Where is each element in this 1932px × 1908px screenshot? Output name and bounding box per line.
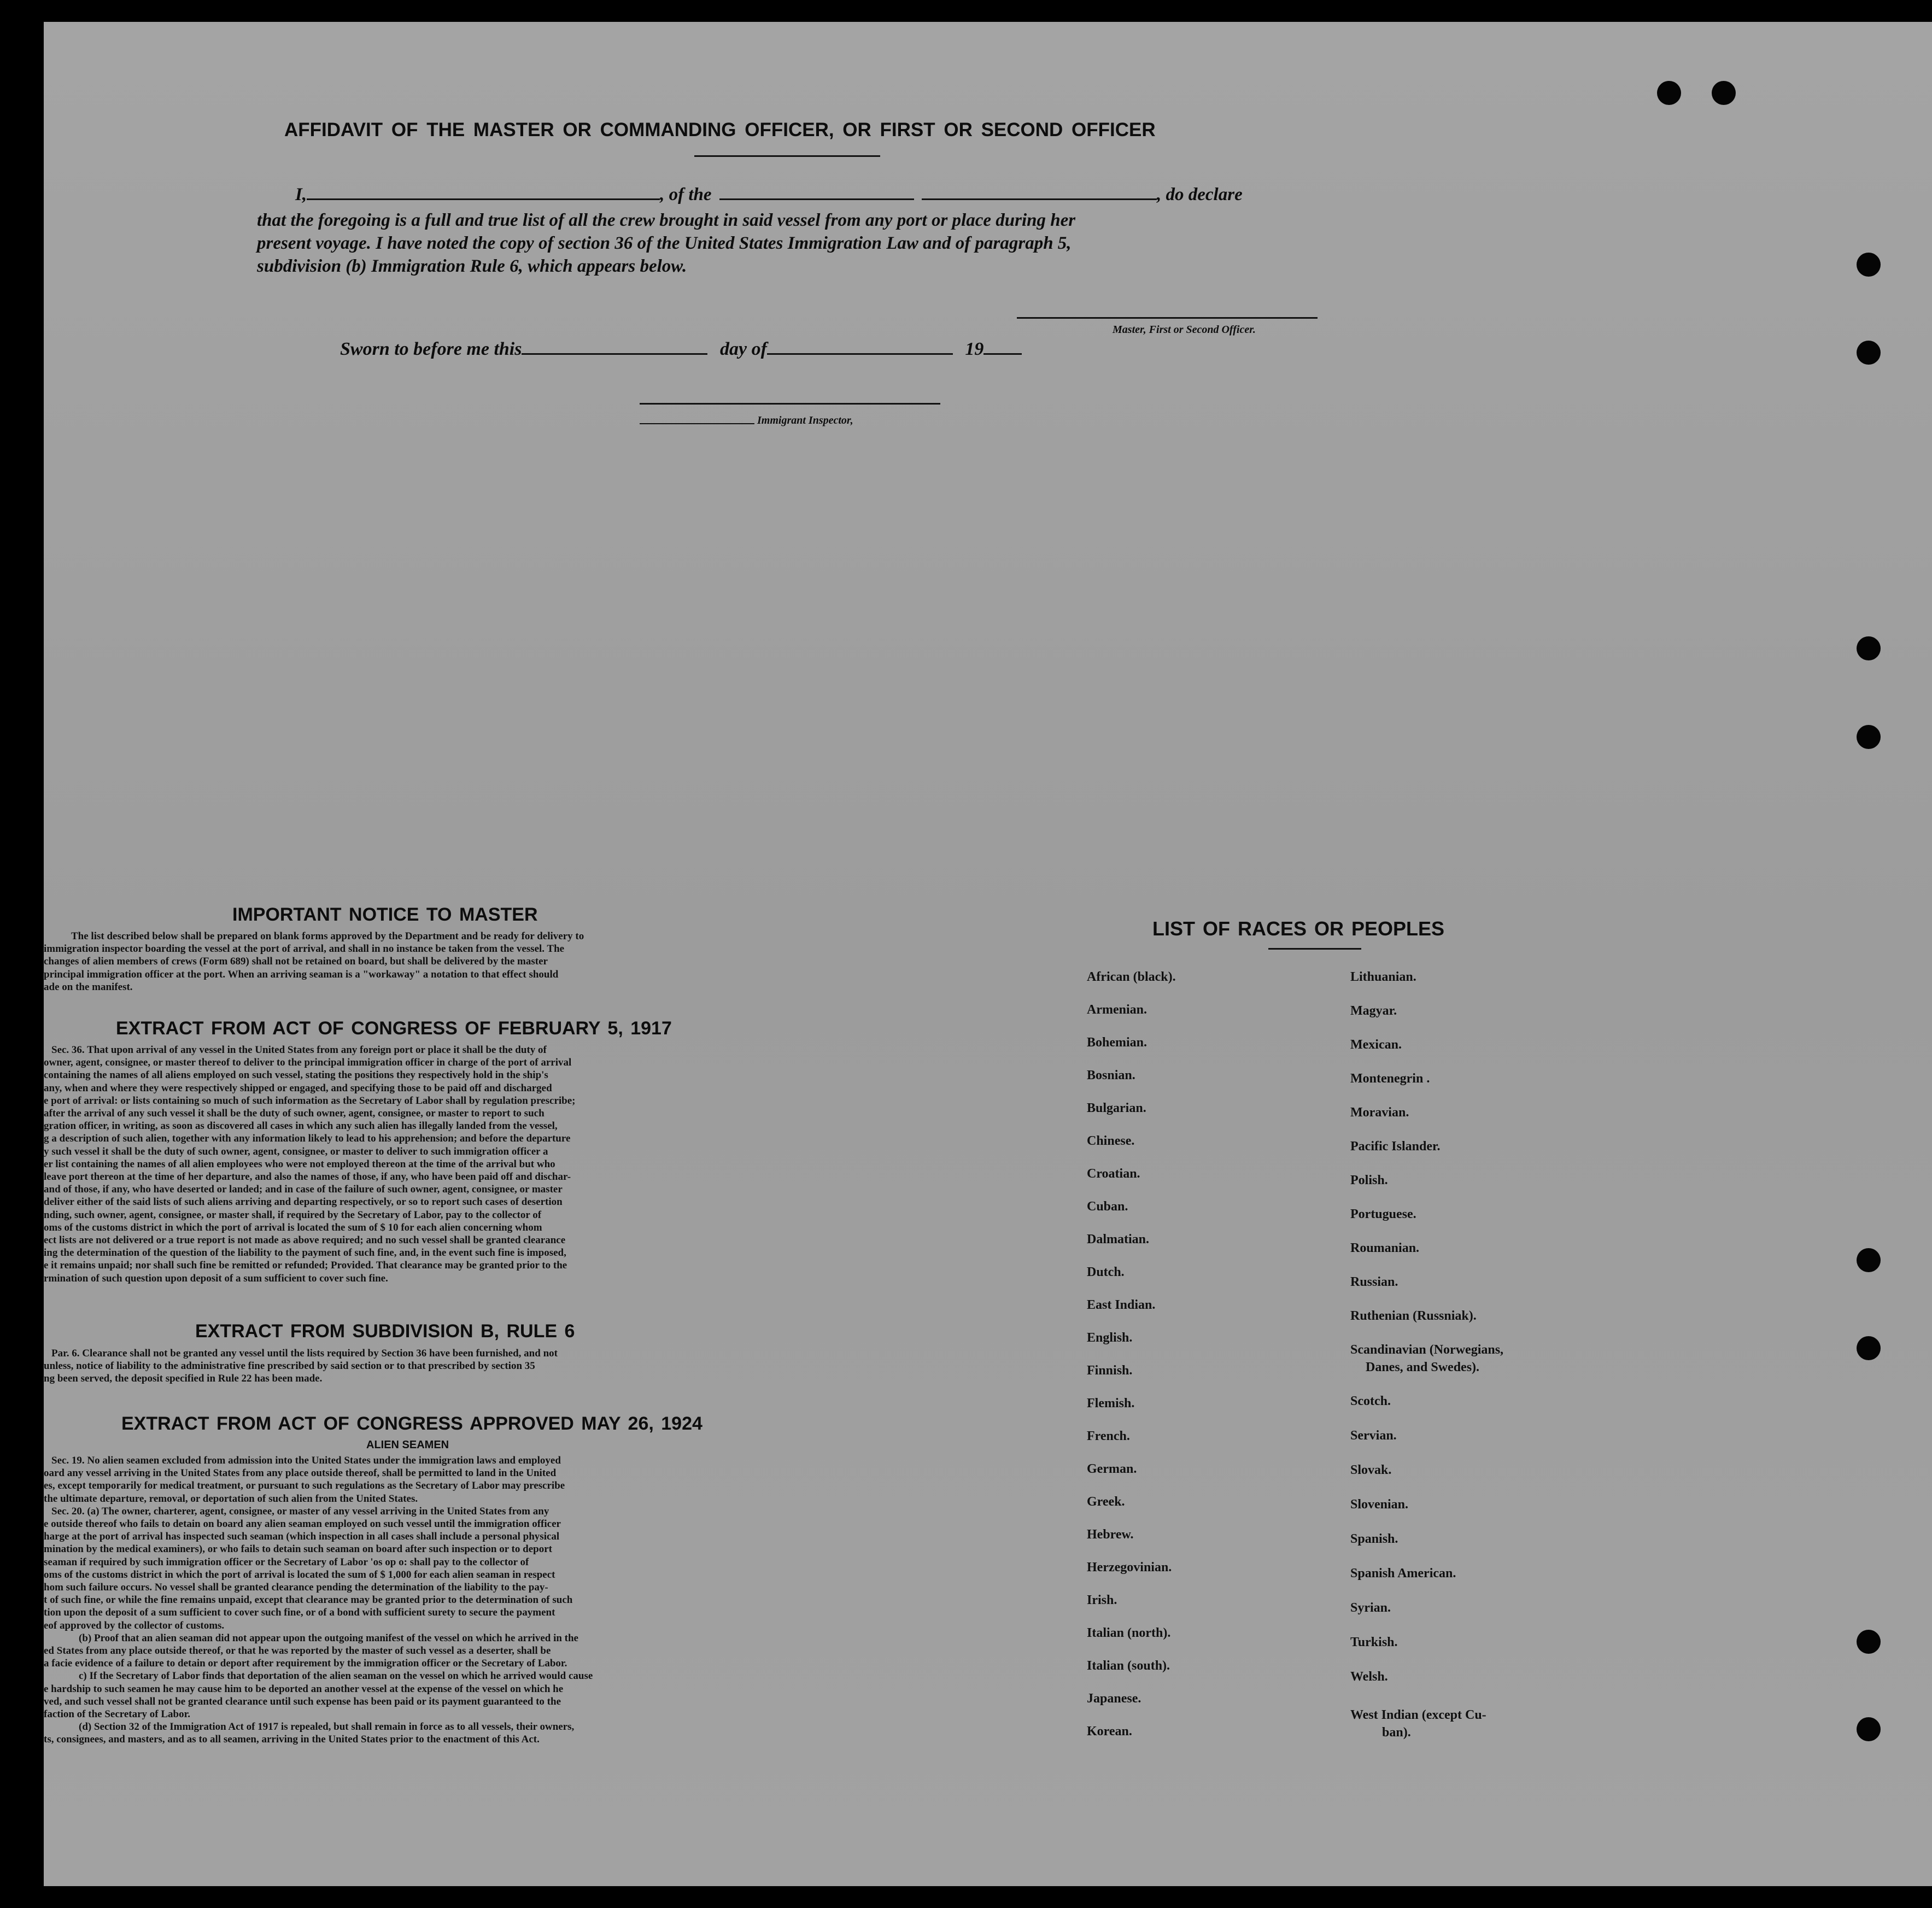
binder-hole xyxy=(1857,341,1881,365)
body-line: c) If the Secretary of Labor finds that deportation of the alien seaman on the vessel on which he arrived would cause xyxy=(79,1670,593,1682)
body-line: nding, such owner, agent, consignee, or master shall, if required by the Secretary of Labor, pay to the collector of xyxy=(44,1209,542,1221)
body-line: e it remains unpaid; nor shall such fine be remitted or refunded; Provided. That clearance may be granted prior to the xyxy=(44,1260,567,1272)
race-item: African (black). xyxy=(1087,970,1176,984)
race-item: Dalmatian. xyxy=(1087,1232,1149,1246)
sworn-line xyxy=(340,339,1022,360)
body-line: y such vessel it shall be the duty of such owner, agent, consignee, or master to deliver to such immigration officer a xyxy=(44,1145,548,1157)
race-item: Pacific Islander. xyxy=(1350,1139,1441,1154)
race-item: Lithuanian. xyxy=(1350,970,1416,984)
notice-line: principal immigration officer at the port. When an arriving seaman is a "workaway" a notation to that effect should xyxy=(44,968,559,980)
race-item: Montenegrin . xyxy=(1350,1072,1430,1086)
race-item: Bosnian. xyxy=(1087,1068,1135,1082)
declare-do-declare: , do declare xyxy=(1157,185,1243,204)
body-line: harge at the port of arrival has inspected such seaman (which inspection in all cases shall include a personal physical xyxy=(44,1531,560,1543)
binder-hole xyxy=(1857,253,1881,277)
rank-blank[interactable] xyxy=(719,198,914,200)
document-page xyxy=(44,22,1932,1886)
race-item: Italian (north). xyxy=(1087,1626,1171,1640)
body-line: (d) Section 32 of the Immigration Act of 1917 is repealed, but shall remain in force as to all vessels, their owners, xyxy=(79,1721,575,1733)
binder-hole xyxy=(1857,1248,1881,1272)
race-item: Finnish. xyxy=(1087,1363,1133,1378)
race-item: Danes, and Swedes). xyxy=(1366,1360,1480,1374)
signature-line[interactable] xyxy=(1017,317,1318,319)
race-item: Slovak. xyxy=(1350,1463,1392,1477)
body-line: Sec. 20. (a) The owner, charterer, agent, consignee, or master of any vessel arriving in the United States from any xyxy=(51,1505,549,1517)
notice-line: The list described below shall be prepared on blank forms approved by the Department and be ready for delivery to xyxy=(71,930,584,942)
body-line: hom such failure occurs. No vessel shall be granted clearance pending the determination of the liability to the pay- xyxy=(44,1582,548,1594)
vessel-blank[interactable] xyxy=(922,198,1157,200)
body-line: ng been served, the deposit specified in Rule 22 has been made. xyxy=(44,1373,323,1385)
declaration-body-1: that the foregoing is a full and true list of all the crew brought in said vessel from any port or place during her xyxy=(257,210,1076,230)
body-line: and of those, if any, who have deserted or landed; and in case of the failure of such owner, agent, consignee, or master xyxy=(44,1184,563,1196)
binder-hole xyxy=(1712,81,1736,105)
race-item: Bohemian. xyxy=(1087,1035,1148,1050)
race-item: Mexican. xyxy=(1350,1038,1402,1052)
race-item: Welsh. xyxy=(1350,1670,1388,1684)
binder-hole xyxy=(1857,1630,1881,1654)
race-item: Slovenian. xyxy=(1350,1497,1409,1512)
body-line: eof approved by the collector of customs. xyxy=(44,1619,225,1631)
signature-caption: Master, First or Second Officer. xyxy=(1113,324,1256,336)
race-item: Chinese. xyxy=(1087,1134,1135,1148)
race-item: Spanish. xyxy=(1350,1532,1398,1546)
body-line: e hardship to such seamen he may cause him to be deported an another vessel at the expense of the vessel on which he xyxy=(44,1683,564,1695)
race-item: Japanese. xyxy=(1087,1692,1141,1706)
binder-hole xyxy=(1657,81,1681,105)
body-line: Sec. 36. That upon arrival of any vessel in the United States from any foreign port or place it shall be the duty of xyxy=(51,1044,547,1056)
body-line: g a description of such alien, together with any information likely to lead to his apprehension; and before the departure xyxy=(44,1133,571,1145)
race-item: Bulgarian. xyxy=(1087,1101,1146,1115)
races-title-underline xyxy=(1268,948,1361,950)
body-line: seaman if required by such immigration officer or the Secretary of Labor 'os op o: shall pay to the collector of xyxy=(44,1556,529,1568)
body-line: deliver either of the said lists of such aliens arriving and departing respectively, or so to report such cases of desertion xyxy=(44,1196,563,1208)
race-item: Ruthenian (Russniak). xyxy=(1350,1309,1477,1323)
year-blank[interactable] xyxy=(983,353,1022,355)
binder-hole xyxy=(1857,636,1881,660)
race-item: Russian. xyxy=(1350,1275,1398,1289)
body-line: ect lists are not delivered or a true report is not made as above required; and no such vessel shall be granted clearance xyxy=(44,1234,566,1246)
body-line: gration officer, in writing, as soon as discovered all cases in which any such alien has illegally landed from the vessel, xyxy=(44,1120,558,1132)
body-line: t of such fine, or while the fine remains unpaid, except that clearance may be granted prior to the determination of such xyxy=(44,1594,573,1606)
affidavit-title: AFFIDAVIT OF THE MASTER OR COMMANDING OFFICER, OR FIRST OR SECOND OFFICER xyxy=(284,119,1156,141)
day-blank[interactable] xyxy=(522,353,707,355)
extract-rule6-title: EXTRACT FROM SUBDIVISION B, RULE 6 xyxy=(195,1321,575,1342)
race-item: English. xyxy=(1087,1331,1133,1345)
race-item: Croatian. xyxy=(1087,1167,1140,1181)
race-item: Scotch. xyxy=(1350,1394,1391,1408)
race-item: Polish. xyxy=(1350,1173,1388,1187)
declaration-body-2: present voyage. I have noted the copy of section 36 of the United States Immigration Law and of paragraph 5, xyxy=(257,233,1072,253)
title-underline xyxy=(694,155,880,157)
race-item: German. xyxy=(1087,1462,1137,1476)
race-item: Syrian. xyxy=(1350,1601,1391,1615)
body-line: owner, agent, consignee, or master thereof to deliver to the principal immigration officer in charge of the port of arrival xyxy=(44,1057,572,1069)
body-line: e port of arrival: or lists containing so much of such information as the Secretary of Labor shall by regulation prescribe; xyxy=(44,1095,576,1107)
inspector-line[interactable] xyxy=(640,403,940,405)
extract-1924-title: EXTRACT FROM ACT OF CONGRESS APPROVED MAY 26, 1924 xyxy=(121,1413,702,1434)
binder-hole xyxy=(1857,1336,1881,1360)
declaration-body-3: subdivision (b) Immigration Rule 6, which appears below. xyxy=(257,256,687,276)
extract-1924-body xyxy=(44,1454,823,1746)
race-item: West Indian (except Cu- xyxy=(1350,1708,1486,1722)
race-item: Servian. xyxy=(1350,1429,1397,1443)
race-item: Roumanian. xyxy=(1350,1241,1420,1255)
race-item: Korean. xyxy=(1087,1724,1132,1739)
body-line: a facie evidence of a failure to detain or deport after requirement by the immigration officer or the Secretary of Labor. xyxy=(44,1658,567,1670)
body-line: Par. 6. Clearance shall not be granted any vessel until the lists required by Section 36 have been furnished, and not xyxy=(51,1348,558,1359)
race-item: Moravian. xyxy=(1350,1105,1409,1120)
race-item: Dutch. xyxy=(1087,1265,1125,1279)
race-item: French. xyxy=(1087,1429,1130,1443)
notice-line: changes of alien members of crews (Form 689) shall not be retained on board, but shall be delivered by the master xyxy=(44,956,548,968)
inspector-prefix-line xyxy=(640,423,754,424)
body-line: any, when and where they were respectively shipped or engaged, and specifying those to be paid off and discharged xyxy=(44,1082,552,1094)
body-line: oard any vessel arriving in the United States from any place outside thereof, shall be permitted to land in the United xyxy=(44,1467,557,1479)
body-line: tion upon the deposit of a sum sufficient to cover such fine, or of a bond with sufficient surety to secure the payment xyxy=(44,1607,555,1619)
inspector-caption: Immigrant Inspector, xyxy=(757,414,853,426)
race-item: Cuban. xyxy=(1087,1199,1128,1214)
notice-line: immigration inspector boarding the vessel at the port of arrival, and shall in no instance be taken from the vessel. The xyxy=(44,943,565,955)
race-item: Portuguese. xyxy=(1350,1207,1416,1221)
body-line: after the arrival of any such vessel it shall be the duty of such owner, agent, consignee, or master to report to such xyxy=(44,1108,545,1120)
binder-hole xyxy=(1857,1717,1881,1741)
race-item: Italian (south). xyxy=(1087,1659,1170,1673)
body-line: (b) Proof that an alien seaman did not appear upon the outgoing manifest of the vessel on which he arrived in the xyxy=(79,1632,578,1644)
race-item: Hebrew. xyxy=(1087,1527,1134,1542)
body-line: e outside thereof who fails to detain on board any alien seaman employed on such vessel until the immigration officer xyxy=(44,1518,561,1530)
extract-1924-subtitle: ALIEN SEAMEN xyxy=(366,1439,449,1451)
race-item: Herzegovinian. xyxy=(1087,1560,1172,1575)
declaration-line xyxy=(295,185,1243,205)
race-item: Spanish American. xyxy=(1350,1566,1456,1581)
race-item: Greek. xyxy=(1087,1495,1125,1509)
month-blank[interactable] xyxy=(767,353,953,355)
sworn-day-of: day of xyxy=(719,339,767,359)
race-item: Irish. xyxy=(1087,1593,1117,1607)
declare-of-the: , of the xyxy=(660,185,712,204)
races-title: LIST OF RACES OR PEOPLES xyxy=(1152,917,1445,940)
body-line: Sec. 19. No alien seamen excluded from admission into the United States under the immigration laws and employed xyxy=(51,1455,561,1466)
race-item: Armenian. xyxy=(1087,1003,1147,1017)
binder-hole xyxy=(1857,725,1881,749)
notice-body xyxy=(44,930,823,993)
body-line: er list containing the names of all alien employees who were not employed thereon at the time of the arrival but who xyxy=(44,1158,555,1170)
body-line: oms of the customs district in which the port of arrival is located the sum of $ 10 for each alien concerning whom xyxy=(44,1221,542,1233)
extract-1917-title: EXTRACT FROM ACT OF CONGRESS OF FEBRUARY 5, 1917 xyxy=(116,1018,672,1039)
declare-i: I, xyxy=(295,185,307,204)
notice-line: ade on the manifest. xyxy=(44,981,133,993)
body-line: oms of the customs district in which the port of arrival is located the sum of $ 1,000 for each alien seaman in respect xyxy=(44,1568,555,1581)
race-item: Scandinavian (Norwegians, xyxy=(1350,1343,1504,1357)
body-line: leave port thereon at the time of her departure, and also the names of those, if any, who have been paid off and dischar- xyxy=(44,1171,571,1183)
race-item: Turkish. xyxy=(1350,1635,1398,1649)
body-line: unless, notice of liability to the administrative fine prescribed by said section or to that prescribed by section 35 xyxy=(44,1360,535,1372)
body-line: ts, consignees, and masters, and as to all seamen, arriving in the United States prior to the enactment of this Act. xyxy=(44,1734,540,1746)
extract-1917-body xyxy=(44,1044,823,1285)
race-item: Flemish. xyxy=(1087,1396,1135,1410)
race-item: Magyar. xyxy=(1350,1004,1397,1018)
body-line: faction of the Secretary of Labor. xyxy=(44,1708,191,1720)
body-line: ed States from any place outside thereof, or that he was reported by the master of such vessel as a deserter, shall be xyxy=(44,1645,551,1657)
name-blank[interactable] xyxy=(307,198,660,200)
sworn-year: 19 xyxy=(965,339,984,359)
body-line: rmination of such question upon deposit of a sum sufficient to cover such fine. xyxy=(44,1272,388,1284)
body-line: mination by the medical examiners), or who fails to detain such seaman on board after such inspection or to deport xyxy=(44,1543,552,1555)
body-line: the ultimate departure, removal, or deportation of such alien from the United States. xyxy=(44,1493,418,1505)
extract-rule6-body xyxy=(44,1347,823,1385)
race-item: ban). xyxy=(1382,1725,1411,1740)
notice-title: IMPORTANT NOTICE TO MASTER xyxy=(232,904,538,925)
body-line: es, except temporarily for medical treatment, or pursuant to such regulations as the Secretary of Labor may prescribe xyxy=(44,1480,565,1492)
body-line: ing the determination of the question of the liability to the payment of such fine, and, in the event such fine is imposed, xyxy=(44,1247,566,1259)
race-item: East Indian. xyxy=(1087,1298,1156,1312)
body-line: ved, and such vessel shall not be granted clearance until such expense has been paid or its payment guaranteed to the xyxy=(44,1695,561,1707)
body-line: containing the names of all aliens employed on such vessel, stating the positions they respectively hold in the ship's xyxy=(44,1069,548,1081)
sworn-prefix: Sworn to before me this xyxy=(340,339,522,359)
